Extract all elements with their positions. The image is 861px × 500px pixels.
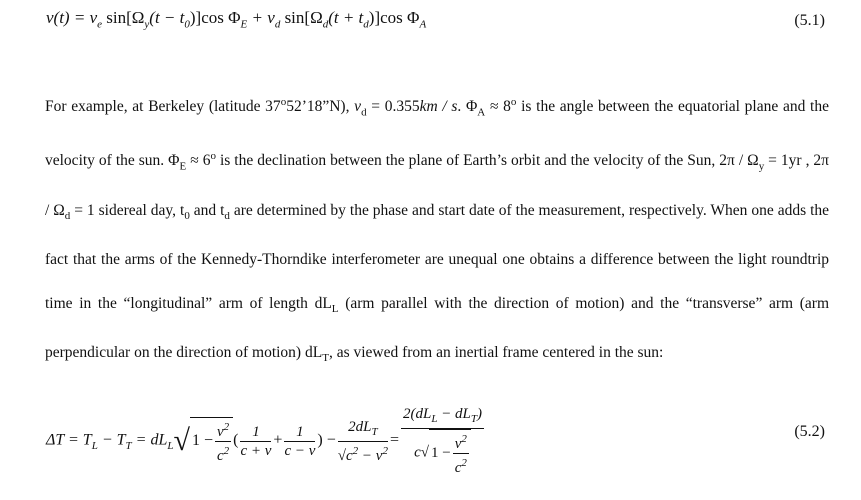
eq1-sub: y bbox=[144, 18, 150, 31]
eq1-text: (t + t bbox=[328, 8, 364, 27]
equation-number: (5.1) bbox=[794, 12, 825, 29]
para-sub: d bbox=[64, 209, 71, 222]
eq2-text: + bbox=[273, 431, 283, 449]
eq2-text: = bbox=[389, 431, 399, 449]
frac-sup: 2 bbox=[382, 444, 388, 457]
eq1-sub: e bbox=[97, 18, 102, 31]
frac-num: − dL bbox=[437, 406, 471, 422]
eq1-sub: E bbox=[240, 18, 248, 31]
frac-sup: 2 bbox=[352, 444, 359, 457]
para-sub: d bbox=[361, 106, 367, 119]
equation-number: (5.2) bbox=[794, 423, 825, 440]
para-text: ≈ 6 bbox=[186, 152, 211, 170]
eq1-sub: d bbox=[322, 18, 329, 31]
para-text: (arm parallel with the direction of motion) and the “transverse” arm (arm perpendicular on the direction of motion) dL bbox=[45, 294, 829, 361]
frac-den: 1 − bbox=[431, 444, 451, 461]
para-sub: y bbox=[758, 160, 765, 173]
eq2-text: 1 − bbox=[191, 432, 213, 450]
eq1-text: sin[Ω bbox=[280, 8, 323, 27]
frac-num: 2(dL bbox=[402, 406, 432, 422]
eq2-sub: L bbox=[167, 439, 174, 452]
eq1-sub: d bbox=[274, 18, 281, 31]
eq1-sub: 0 bbox=[184, 18, 190, 31]
eq1-text: )]cos Φ bbox=[368, 8, 420, 27]
sqrt-body bbox=[190, 417, 233, 465]
para-text: = 0.355 bbox=[366, 98, 420, 116]
frac-sup: 2 bbox=[223, 445, 230, 457]
para-sub: L bbox=[331, 302, 339, 315]
frac-sup: 2 bbox=[461, 433, 467, 445]
frac-den: c bbox=[216, 448, 224, 464]
frac-den: c − v bbox=[284, 442, 316, 459]
sqrt-icon: √ bbox=[173, 424, 190, 457]
frac-num: 2dL bbox=[348, 418, 372, 435]
frac-num: 1 bbox=[240, 423, 271, 442]
para-math: v bbox=[354, 98, 362, 116]
frac-sub: T bbox=[371, 425, 378, 438]
eq1-text: sin[Ω bbox=[102, 8, 145, 27]
para-text: = 1yr , 2π / Ω bbox=[45, 152, 830, 219]
para-text: ≈ 8 bbox=[485, 98, 511, 116]
para-sub: A bbox=[477, 106, 486, 119]
fraction: $2(dL_L - dL_T)$ c√ 1 − $\frac{v^2}{c^2}$ bbox=[402, 406, 483, 476]
frac-den: c bbox=[454, 460, 462, 476]
eq2-sub: T bbox=[125, 439, 132, 452]
fraction: $\frac{2dL_T}{√c^2 - v^2}$ bbox=[337, 418, 388, 464]
frac-num: ) bbox=[477, 406, 483, 422]
para-sub: 0 bbox=[184, 209, 190, 222]
para-text: For example, at Berkeley (latitude 37 bbox=[45, 98, 281, 116]
para-math: km / s bbox=[419, 98, 458, 116]
frac-num: v bbox=[216, 424, 224, 440]
frac-sup: 2 bbox=[461, 457, 467, 469]
eq1-text: v(t) = v bbox=[46, 8, 98, 27]
frac-sup: 2 bbox=[223, 421, 230, 433]
para-sub: E bbox=[179, 160, 187, 173]
equation-5-1 bbox=[46, 8, 426, 30]
eq1-text: (t − t bbox=[149, 8, 185, 27]
frac-sub: L bbox=[431, 413, 438, 425]
eq2-text: ΔT = T bbox=[46, 431, 92, 449]
equation-5-2: $\Delta T = T_L - T_T = dL_L√$ 1 − $\frac{v^2}{c^2}$ ( $\frac{1}{c + v}$ + $\frac{1}{c - v}$ ) − $\frac{2dL_T}{√c^2 - v^2}$ = $2(dL_L - dL_T)$ c√ 1 − $\frac{v^2}{c^2}$ bbox=[46, 406, 483, 476]
eq2-sub: L bbox=[91, 439, 98, 452]
frac-sub: T bbox=[470, 413, 478, 425]
para-text: 52’18”N), bbox=[286, 98, 355, 116]
para-text: and t bbox=[189, 201, 225, 219]
fraction bbox=[215, 418, 231, 465]
frac-den: c + v bbox=[240, 442, 272, 459]
para-sup: o bbox=[210, 150, 216, 163]
para-text: are determined by the phase and start date of the measurement, respectively. When one adds the fact that the arms of the Kennedy-Thorndike interferometer are unequal one obtains a difference between the light roundtrip time in the “longitudinal” arm of length dL bbox=[45, 201, 830, 312]
frac-den: − v bbox=[358, 447, 383, 464]
eq2-text: = dL bbox=[131, 431, 168, 449]
frac-den: c bbox=[345, 447, 353, 464]
eq1-sub: A bbox=[419, 18, 427, 31]
para-sup: o bbox=[280, 96, 287, 108]
para-text: . Φ bbox=[457, 98, 478, 116]
para-sub: d bbox=[224, 209, 230, 222]
eq1-text: + v bbox=[247, 8, 275, 27]
frac-den: c bbox=[414, 444, 421, 461]
para-text: is the angle between the equatorial plane and the velocity of the sun. Φ bbox=[45, 98, 829, 170]
para-text: = 1 sidereal day, t bbox=[70, 201, 185, 219]
para-sup: o bbox=[510, 96, 517, 108]
eq1-text: )]cos Φ bbox=[189, 8, 241, 27]
fraction bbox=[284, 423, 315, 460]
fraction bbox=[240, 423, 271, 460]
frac-num: v bbox=[454, 436, 462, 452]
para-sub: T bbox=[322, 351, 329, 364]
eq2-text: − T bbox=[97, 431, 126, 449]
eq1-sub: d bbox=[363, 18, 369, 31]
body-paragraph bbox=[45, 80, 829, 380]
para-text: , as viewed from an inertial frame centered in the sun: bbox=[328, 343, 664, 361]
para-text: is the declination between the plane of Earth’s orbit and the velocity of the Sun, 2π / Ω bbox=[215, 152, 759, 170]
eq2-text: ) − bbox=[317, 431, 336, 449]
frac-num: 1 bbox=[284, 423, 315, 442]
